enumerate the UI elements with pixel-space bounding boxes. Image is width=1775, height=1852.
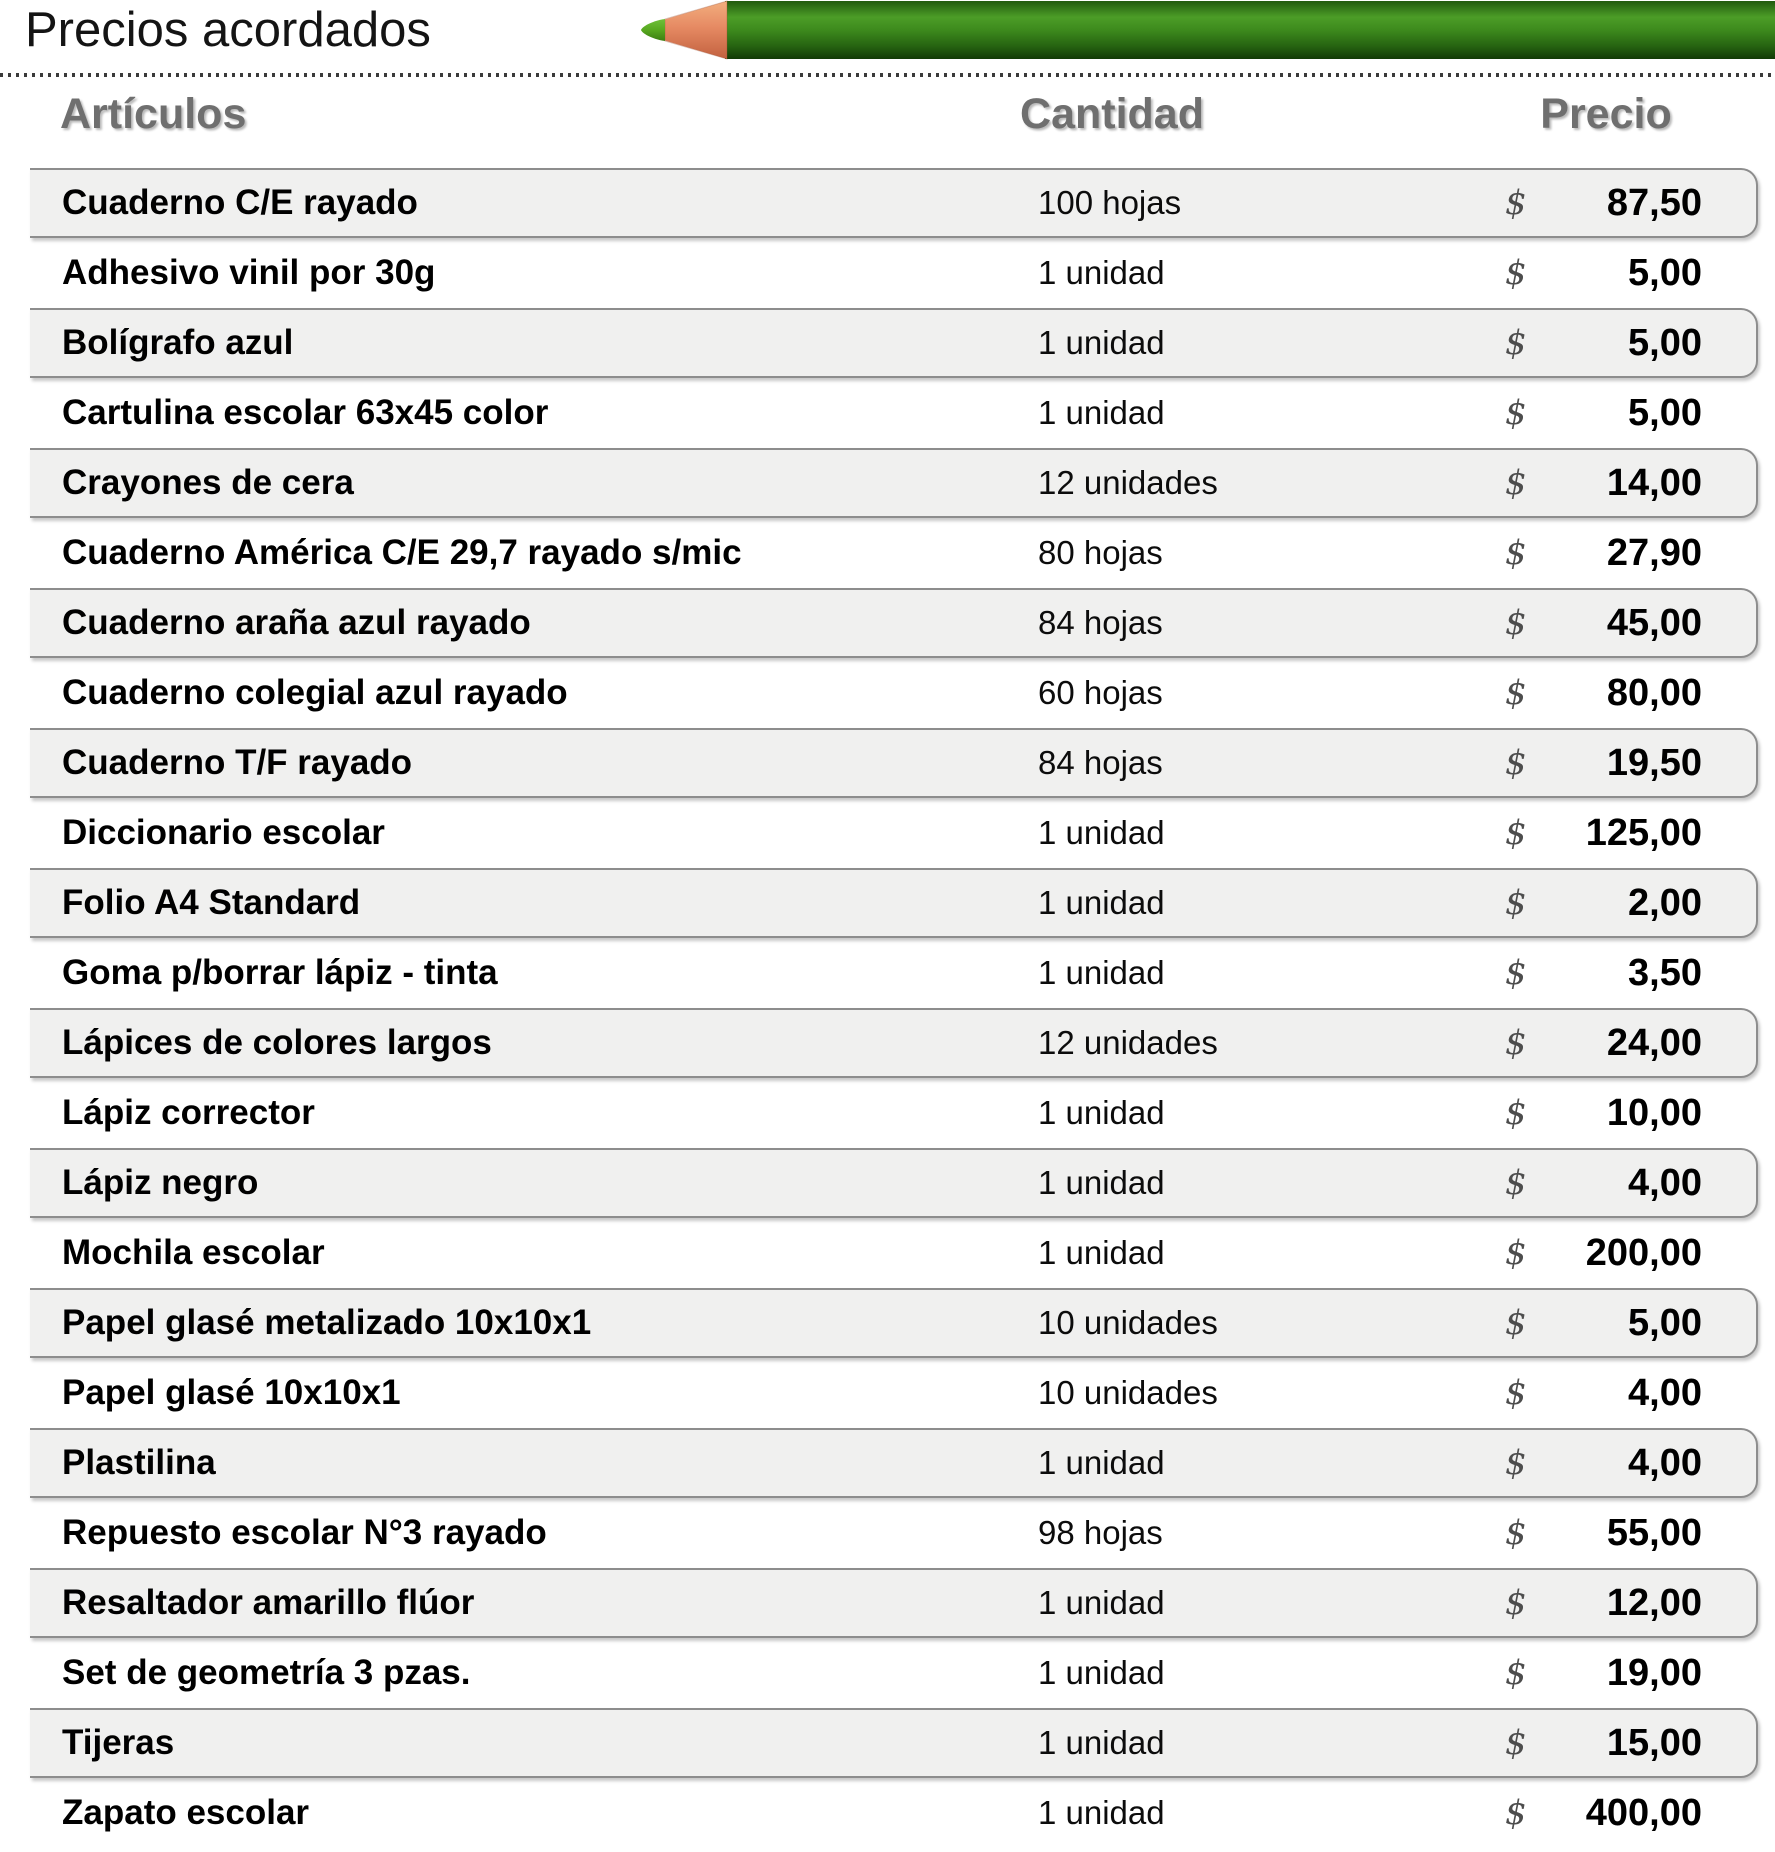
item-price: 5,00 [1628,1301,1702,1344]
item-quantity: 1 unidad [1038,954,1165,991]
currency-symbol: $ [1505,953,1527,993]
currency-symbol: $ [1505,1373,1527,1413]
item-name: Cuaderno colegial azul rayado [62,673,568,712]
currency-symbol: $ [1505,603,1527,643]
item-quantity: 1 unidad [1038,814,1165,851]
item-name: Lápices de colores largos [62,1023,492,1062]
column-header-items: Artículos [60,90,247,138]
item-quantity: 1 unidad [1038,1164,1165,1201]
item-price: 55,00 [1606,1511,1702,1554]
page-title: Precios acordados [25,3,431,57]
table-row [30,518,1758,588]
pencil-icon [635,0,1775,60]
table-row [30,1498,1758,1568]
item-price: 80,00 [1606,671,1702,714]
item-price: 400,00 [1585,1791,1702,1834]
item-quantity: 1 unidad [1038,1654,1165,1691]
currency-symbol: $ [1505,253,1527,293]
table-row [30,1288,1758,1358]
item-price: 200,00 [1585,1231,1702,1274]
price-table-body [30,168,1758,1848]
table-row [30,1568,1758,1638]
currency-symbol: $ [1505,463,1527,503]
currency-symbol: $ [1505,1723,1527,1763]
item-name: Lápiz corrector [62,1093,315,1132]
currency-symbol: $ [1505,743,1527,783]
item-price: 87,50 [1606,181,1702,224]
item-price: 4,00 [1628,1441,1702,1484]
currency-symbol: $ [1505,1093,1527,1133]
item-name: Mochila escolar [62,1233,325,1272]
item-name: Goma p/borrar lápiz - tinta [62,953,498,992]
table-row [30,1428,1758,1498]
item-price: 5,00 [1628,391,1702,434]
currency-symbol: $ [1505,883,1527,923]
item-price: 2,00 [1628,881,1702,924]
table-row [30,868,1758,938]
item-name: Resaltador amarillo flúor [62,1583,475,1622]
currency-symbol: $ [1505,1163,1527,1203]
table-row [30,1638,1758,1708]
currency-symbol: $ [1505,1303,1527,1343]
item-name: Set de geometría 3 pzas. [62,1653,471,1692]
item-name: Papel glasé metalizado 10x10x1 [62,1303,592,1342]
table-row [30,1778,1758,1848]
table-row [30,1708,1758,1778]
currency-symbol: $ [1505,1583,1527,1623]
item-quantity: 10 unidades [1038,1304,1218,1341]
item-quantity: 1 unidad [1038,1584,1165,1621]
item-quantity: 12 unidades [1038,464,1218,501]
currency-symbol: $ [1505,1513,1527,1553]
item-quantity: 100 hojas [1038,184,1182,221]
item-price: 5,00 [1628,321,1702,364]
item-name: Lápiz negro [62,1163,259,1202]
item-price: 4,00 [1628,1371,1702,1414]
table-row [30,1008,1758,1078]
table-row [30,938,1758,1008]
currency-symbol: $ [1505,323,1527,363]
item-price: 15,00 [1606,1721,1702,1764]
currency-symbol: $ [1505,1793,1527,1833]
table-row [30,448,1758,518]
item-quantity: 1 unidad [1038,324,1165,361]
item-name: Repuesto escolar N°3 rayado [62,1513,547,1552]
item-quantity: 12 unidades [1038,1024,1218,1061]
item-name: Diccionario escolar [62,813,385,852]
item-name: Zapato escolar [62,1793,310,1832]
item-quantity: 1 unidad [1038,254,1165,291]
item-name: Cartulina escolar 63x45 color [62,393,549,432]
item-name: Folio A4 Standard [62,883,361,922]
table-row [30,1148,1758,1218]
item-price: 5,00 [1628,251,1702,294]
item-price: 24,00 [1606,1021,1702,1064]
table-row [30,658,1758,728]
item-price: 125,00 [1585,811,1702,854]
item-quantity: 1 unidad [1038,1794,1165,1831]
currency-symbol: $ [1505,1233,1527,1273]
column-header-price: Precio [1540,90,1672,138]
table-row [30,308,1758,378]
item-name: Cuaderno América C/E 29,7 rayado s/mic [62,533,742,572]
item-name: Plastilina [62,1443,216,1482]
item-quantity: 80 hojas [1038,534,1163,571]
item-quantity: 84 hojas [1038,604,1163,641]
item-name: Tijeras [62,1723,175,1762]
table-row [30,238,1758,308]
item-quantity: 1 unidad [1038,884,1165,921]
item-quantity: 1 unidad [1038,1444,1165,1481]
item-name: Crayones de cera [62,463,354,502]
item-price: 12,00 [1606,1581,1702,1624]
currency-symbol: $ [1505,1023,1527,1063]
column-header-quantity: Cantidad [1020,90,1204,138]
table-row [30,1078,1758,1148]
table-row [30,1358,1758,1428]
item-price: 27,90 [1606,531,1702,574]
item-price: 3,50 [1628,951,1702,994]
currency-symbol: $ [1505,813,1527,853]
item-quantity: 1 unidad [1038,394,1165,431]
item-quantity: 1 unidad [1038,1234,1165,1271]
table-row [30,728,1758,798]
currency-symbol: $ [1505,183,1527,223]
item-name: Papel glasé 10x10x1 [62,1373,401,1412]
item-quantity: 60 hojas [1038,674,1163,711]
item-price: 4,00 [1628,1161,1702,1204]
item-name: Bolígrafo azul [62,323,294,362]
item-price: 14,00 [1606,461,1702,504]
item-price: 19,50 [1606,741,1702,784]
item-price: 19,00 [1606,1651,1702,1694]
currency-symbol: $ [1505,1443,1527,1483]
item-quantity: 84 hojas [1038,744,1163,781]
currency-symbol: $ [1505,673,1527,713]
item-name: Adhesivo vinil por 30g [62,253,436,292]
currency-symbol: $ [1505,393,1527,433]
item-price: 10,00 [1606,1091,1702,1134]
item-quantity: 10 unidades [1038,1374,1218,1411]
currency-symbol: $ [1505,1653,1527,1693]
table-row [30,378,1758,448]
item-name: Cuaderno T/F rayado [62,743,413,782]
item-quantity: 98 hojas [1038,1514,1163,1551]
dotted-divider [0,73,1775,77]
item-quantity: 1 unidad [1038,1094,1165,1131]
table-row [30,798,1758,868]
table-row [30,168,1758,238]
table-row [30,1218,1758,1288]
item-quantity: 1 unidad [1038,1724,1165,1761]
currency-symbol: $ [1505,533,1527,573]
table-row [30,588,1758,658]
item-name: Cuaderno C/E rayado [62,183,418,222]
item-name: Cuaderno araña azul rayado [62,603,531,642]
item-price: 45,00 [1606,601,1702,644]
